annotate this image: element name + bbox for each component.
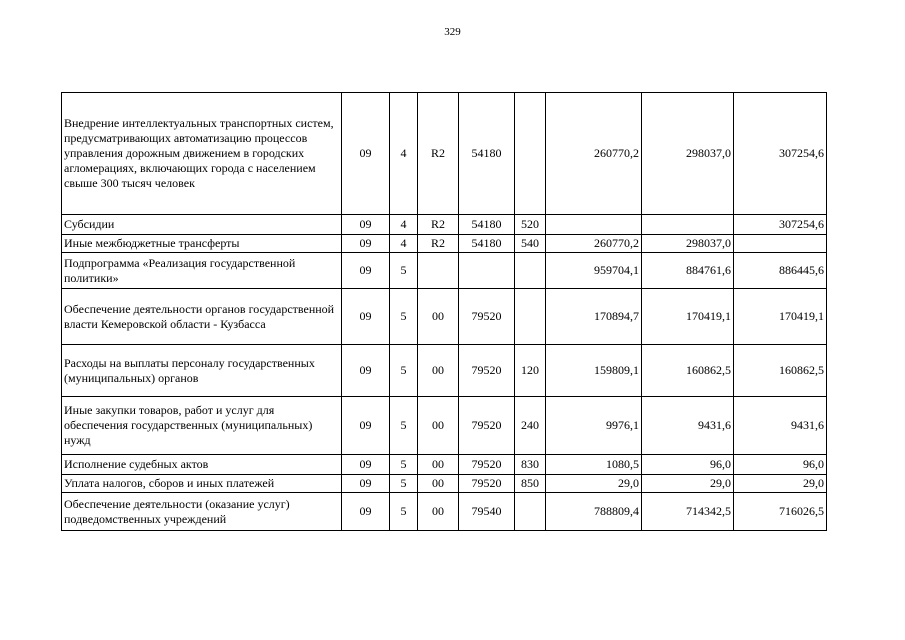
subsection-code: 5 — [390, 455, 418, 475]
amount-year-2 — [642, 215, 734, 235]
subsection-code: 4 — [390, 93, 418, 215]
amount-year-1: 959704,1 — [546, 253, 642, 289]
section-code: 09 — [342, 215, 390, 235]
expense-type-code: 830 — [515, 455, 546, 475]
expense-type-code: 850 — [515, 475, 546, 493]
budget-table — [61, 92, 827, 531]
subsection-code: 4 — [390, 235, 418, 253]
amount-year-3: 96,0 — [734, 455, 827, 475]
amount-year-3 — [734, 235, 827, 253]
expense-type-code: 120 — [515, 345, 546, 397]
program-code: R2 — [418, 215, 459, 235]
amount-year-2: 96,0 — [642, 455, 734, 475]
amount-year-1: 260770,2 — [546, 235, 642, 253]
direction-code: 54180 — [459, 235, 515, 253]
subsection-code: 5 — [390, 345, 418, 397]
amount-year-1: 29,0 — [546, 475, 642, 493]
table-row — [62, 235, 827, 253]
amount-year-3: 9431,6 — [734, 397, 827, 455]
amount-year-2: 9431,6 — [642, 397, 734, 455]
amount-year-2: 714342,5 — [642, 493, 734, 531]
table-row — [62, 345, 827, 397]
table-row — [62, 397, 827, 455]
direction-code: 79540 — [459, 493, 515, 531]
table-row — [62, 475, 827, 493]
direction-code: 54180 — [459, 215, 515, 235]
amount-year-1: 260770,2 — [546, 93, 642, 215]
direction-code: 79520 — [459, 397, 515, 455]
expense-type-code: 240 — [515, 397, 546, 455]
amount-year-2: 160862,5 — [642, 345, 734, 397]
subsection-code: 5 — [390, 397, 418, 455]
section-code: 09 — [342, 455, 390, 475]
amount-year-1: 170894,7 — [546, 289, 642, 345]
program-code: 00 — [418, 345, 459, 397]
program-code: R2 — [418, 93, 459, 215]
amount-year-2: 298037,0 — [642, 235, 734, 253]
direction-code: 54180 — [459, 93, 515, 215]
section-code: 09 — [342, 345, 390, 397]
subsection-code: 5 — [390, 493, 418, 531]
amount-year-1: 159809,1 — [546, 345, 642, 397]
row-name: Внедрение интеллектуальных транспортных систем, предусматривающих автоматизацию процессов управления дорожным движением в городских агломерациях, включающих города с населением свыше 300 тысяч человек — [62, 93, 342, 215]
expense-type-code: 520 — [515, 215, 546, 235]
table-row — [62, 253, 827, 289]
section-code: 09 — [342, 93, 390, 215]
amount-year-3: 307254,6 — [734, 215, 827, 235]
amount-year-3: 716026,5 — [734, 493, 827, 531]
program-code: 00 — [418, 289, 459, 345]
program-code: R2 — [418, 235, 459, 253]
program-code: 00 — [418, 397, 459, 455]
expense-type-code — [515, 493, 546, 531]
amount-year-2: 29,0 — [642, 475, 734, 493]
expense-type-code — [515, 253, 546, 289]
amount-year-3: 886445,6 — [734, 253, 827, 289]
amount-year-2: 170419,1 — [642, 289, 734, 345]
amount-year-1: 788809,4 — [546, 493, 642, 531]
direction-code: 79520 — [459, 475, 515, 493]
section-code: 09 — [342, 289, 390, 345]
row-name: Субсидии — [62, 215, 342, 235]
subsection-code: 5 — [390, 253, 418, 289]
direction-code: 79520 — [459, 289, 515, 345]
amount-year-2: 298037,0 — [642, 93, 734, 215]
direction-code — [459, 253, 515, 289]
table-row — [62, 93, 827, 215]
row-name: Исполнение судебных актов — [62, 455, 342, 475]
section-code: 09 — [342, 235, 390, 253]
table-row — [62, 215, 827, 235]
subsection-code: 5 — [390, 289, 418, 345]
amount-year-1 — [546, 215, 642, 235]
table-row — [62, 289, 827, 345]
expense-type-code — [515, 93, 546, 215]
amount-year-3: 170419,1 — [734, 289, 827, 345]
program-code: 00 — [418, 455, 459, 475]
section-code: 09 — [342, 397, 390, 455]
subsection-code: 5 — [390, 475, 418, 493]
page-number: 329 — [444, 26, 461, 38]
row-name: Иные межбюджетные трансферты — [62, 235, 342, 253]
amount-year-3: 160862,5 — [734, 345, 827, 397]
row-name: Уплата налогов, сборов и иных платежей — [62, 475, 342, 493]
section-code: 09 — [342, 493, 390, 531]
program-code: 00 — [418, 493, 459, 531]
program-code — [418, 253, 459, 289]
expense-type-code: 540 — [515, 235, 546, 253]
amount-year-3: 29,0 — [734, 475, 827, 493]
table-row — [62, 455, 827, 475]
subsection-code: 4 — [390, 215, 418, 235]
row-name: Иные закупки товаров, работ и услуг для обеспечения государственных (муниципальных) нужд — [62, 397, 342, 455]
section-code: 09 — [342, 253, 390, 289]
amount-year-1: 1080,5 — [546, 455, 642, 475]
expense-type-code — [515, 289, 546, 345]
row-name: Подпрограмма «Реализация государственной политики» — [62, 253, 342, 289]
amount-year-2: 884761,6 — [642, 253, 734, 289]
row-name: Обеспечение деятельности органов государственной власти Кемеровской области - Кузбасса — [62, 289, 342, 345]
section-code: 09 — [342, 475, 390, 493]
program-code: 00 — [418, 475, 459, 493]
direction-code: 79520 — [459, 455, 515, 475]
amount-year-1: 9976,1 — [546, 397, 642, 455]
row-name: Расходы на выплаты персоналу государственных (муниципальных) органов — [62, 345, 342, 397]
amount-year-3: 307254,6 — [734, 93, 827, 215]
row-name: Обеспечение деятельности (оказание услуг) подведомственных учреждений — [62, 493, 342, 531]
table-row — [62, 493, 827, 531]
direction-code: 79520 — [459, 345, 515, 397]
